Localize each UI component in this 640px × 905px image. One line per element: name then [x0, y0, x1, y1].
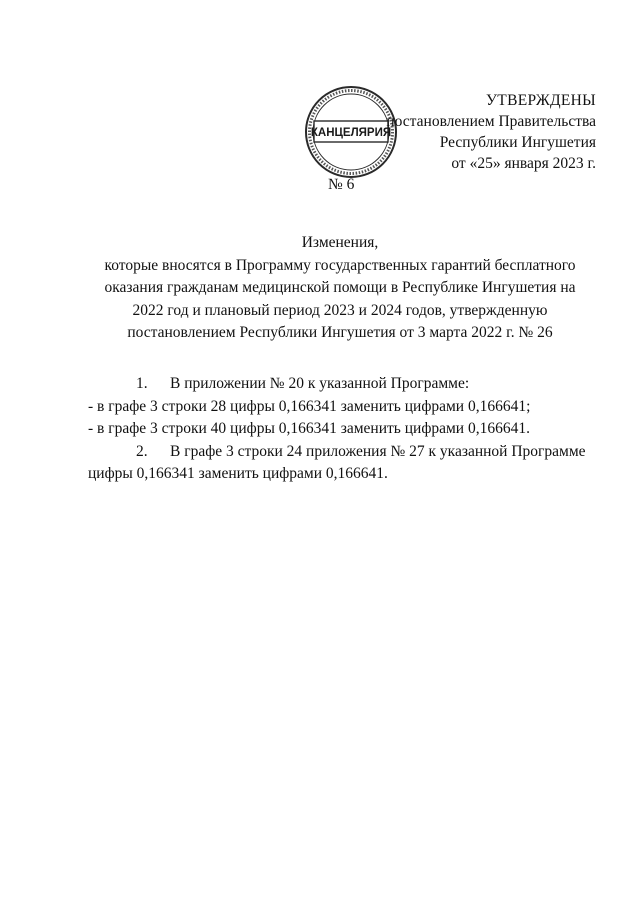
- document-title: [80, 232, 600, 345]
- document-number: № 6: [328, 176, 355, 193]
- title-line: которые вносятся в Программу государственных гарантий бесплатного: [104, 256, 576, 274]
- title-line: постановлением Республики Ингушетия от 3 марта 2022 г. № 26: [127, 324, 553, 341]
- title-line: 2022 год и плановый период 2023 и 2024 годов, утвержденную: [132, 301, 548, 319]
- list-item-number: 2.: [136, 442, 148, 460]
- list-item-2-continuation: цифры 0,166341 заменить цифрами 0,166641.: [88, 465, 388, 482]
- list-item-1: [88, 373, 578, 396]
- approval-heading: УТВЕРЖДЕНЫ: [486, 92, 596, 109]
- title-heading: Изменения,: [301, 234, 379, 251]
- approval-line-1: постановлением Правительства: [386, 113, 596, 130]
- sub-item-1: - в графе 3 строки 28 цифры 0,166341 заменить цифрами 0,166641;: [88, 397, 531, 415]
- title-line: оказания гражданам медицинской помощи в Республике Ингушетия на: [104, 279, 576, 296]
- list-item-number: 1.: [136, 375, 148, 392]
- list-item-text: В графе 3 строки 24 приложения № 27 к указанной Программе: [170, 442, 586, 460]
- approval-block: [386, 90, 596, 174]
- document-body: [88, 373, 586, 486]
- approval-date: от «25» января 2023 г.: [451, 155, 596, 172]
- list-item-text: В приложении № 20 к указанной Программе:: [170, 375, 470, 392]
- list-item-2: [88, 441, 586, 464]
- approval-line-2: Республики Ингушетия: [439, 134, 596, 151]
- stamp-center-text: КАНЦЕЛЯРИЯ: [310, 127, 392, 139]
- sub-item-2: - в графе 3 строки 40 цифры 0,166341 заменить цифрами 0,166641.: [88, 420, 530, 437]
